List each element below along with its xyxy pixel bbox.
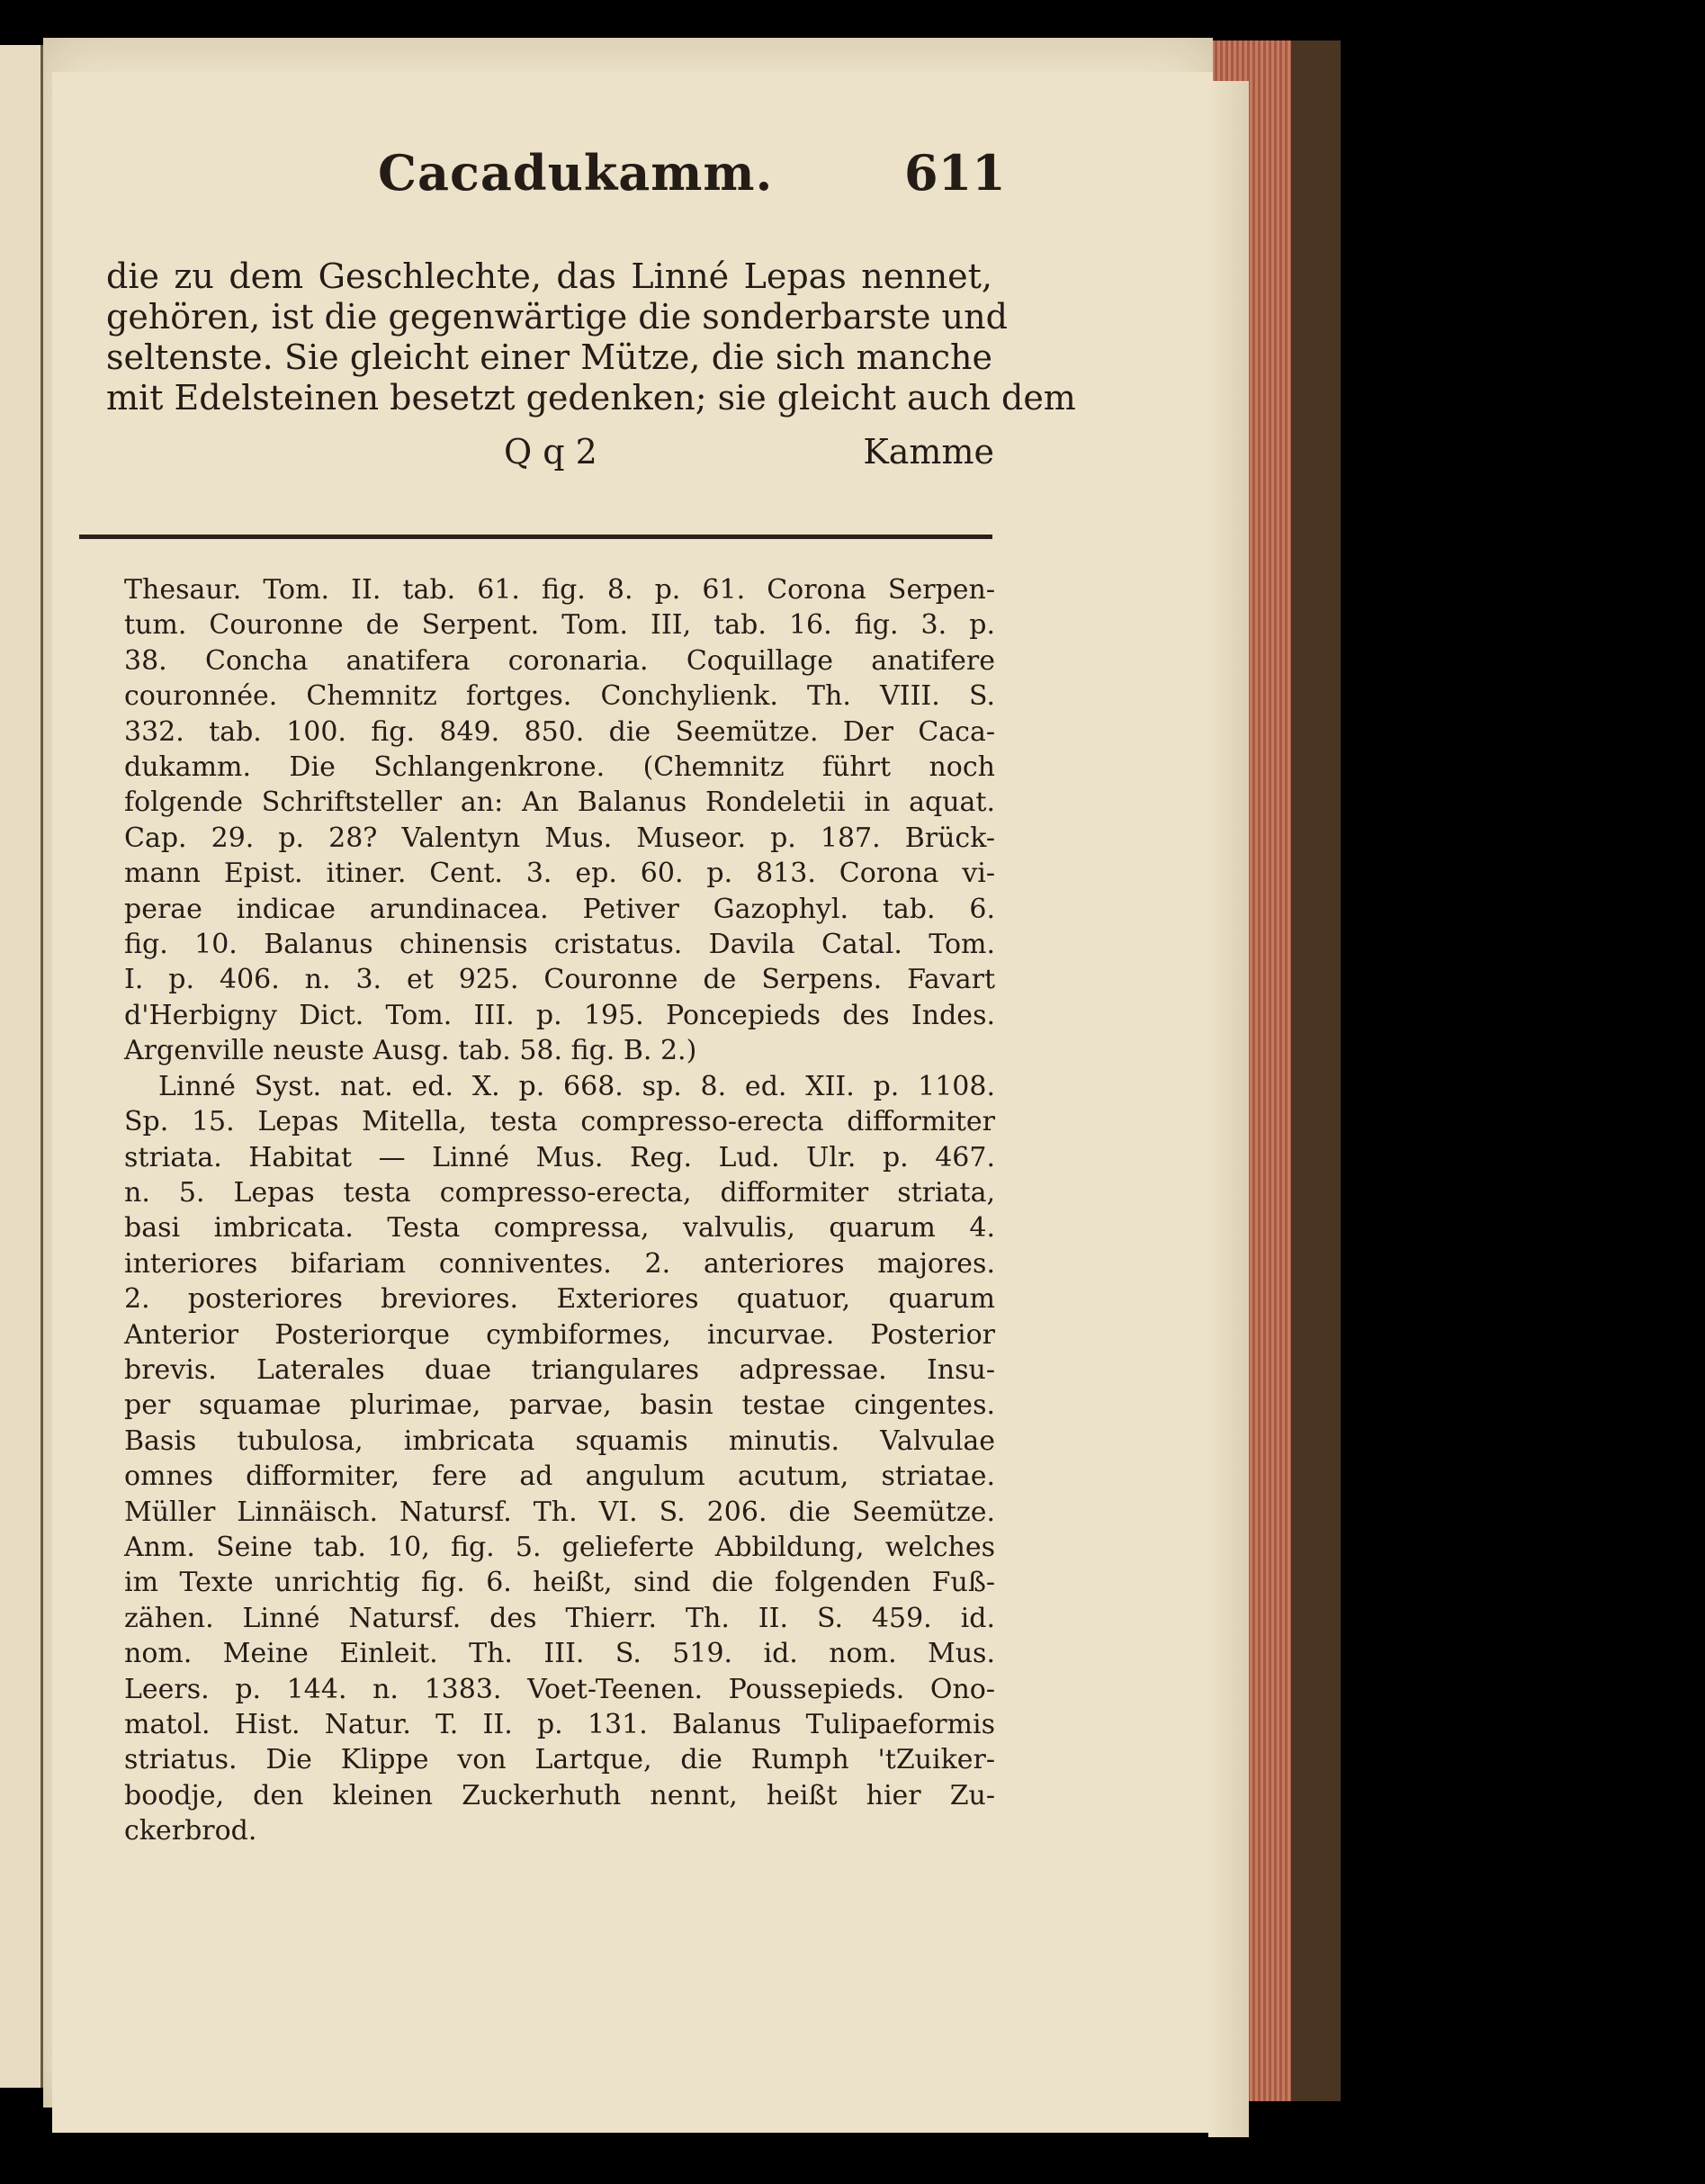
footnote-line: Anm. Seine tab. 10, fig. 5. gelieferte Abbildung, welches	[124, 1531, 995, 1563]
footnote-line: striata. Habitat — Linné Mus. Reg. Lud. Ulr. p. 467.	[124, 1141, 995, 1173]
footnote-line: nom. Meine Einleit. Th. III. S. 519. id. nom. Mus.	[124, 1638, 995, 1670]
footnote-line: 332. tab. 100. fig. 849. 850. die Seemütze. Der Caca-	[124, 715, 995, 748]
footnote-line: zähen. Linné Natursf. des Thierr. Th. II. S. 459. id.	[124, 1602, 995, 1634]
running-head-title: Cacadukamm.	[378, 144, 774, 202]
main-text-line: mit Edelsteinen besetzt gedenken; sie gleicht auch dem	[106, 378, 1076, 418]
footnote-line: per squamae plurimae, parvae, basin testae cingentes.	[124, 1389, 995, 1422]
footnote-text	[124, 572, 995, 1849]
main-text-line: gehören, ist die gegenwärtige die sonderbarste und	[106, 297, 1008, 337]
page-edge-shadow	[1208, 81, 1249, 2137]
footnote-line: I. p. 406. n. 3. et 925. Couronne de Serpens. Favart	[124, 964, 995, 996]
footnote-line: Basis tubulosa, imbricata squamis minutis. Valvulae	[124, 1425, 995, 1457]
footnote-line: mann Epist. itiner. Cent. 3. ep. 60. p. 813. Corona vi-	[124, 858, 995, 890]
footnote-line: interiores bifariam conniventes. 2. anteriores majores.	[124, 1247, 995, 1280]
footnote-line: matol. Hist. Natur. T. II. p. 131. Balanus Tulipaeformis	[124, 1709, 995, 1740]
footnote-line: 38. Concha anatifera coronaria. Coquillage anatifere	[124, 644, 995, 677]
footnote-line: im Texte unrichtig fig. 6. heißt, sind die folgenden Fuß-	[124, 1567, 995, 1599]
footnote-line: Sp. 15. Lepas Mitella, testa compresso-erecta difformiter	[124, 1106, 995, 1138]
footnote-line: perae indicae arundinacea. Petiver Gazophyl. tab. 6.	[124, 893, 995, 925]
footnote-line: folgende Schriftsteller an: An Balanus Rondeletii in aquat.	[124, 786, 995, 819]
footnote-line: n. 5. Lepas testa compresso-erecta, difformiter striata,	[124, 1176, 995, 1209]
footnote-divider	[79, 535, 992, 539]
footnote-line: striatus. Die Klippe von Lartque, die Rumph 'tZuiker-	[124, 1744, 995, 1776]
footnote-line: Cap. 29. p. 28? Valentyn Mus. Museor. p. 187. Brück-	[124, 822, 995, 854]
footnote-line: Leers. p. 144. n. 1383. Voet-Teenen. Poussepieds. Ono-	[124, 1673, 995, 1705]
footnote-line: omnes difformiter, fere ad angulum acutum, striatae.	[124, 1460, 995, 1493]
footnote-line: dukamm. Die Schlangenkrone. (Chemnitz führt noch	[124, 751, 995, 784]
book-cover-edge	[1291, 40, 1341, 2101]
footnote-line: Linné Syst. nat. ed. X. p. 668. sp. 8. ed. XII. p. 1108.	[158, 1070, 995, 1102]
catchword: Kamme	[863, 432, 994, 472]
footnote-line: ckerbrod.	[124, 1815, 257, 1847]
footnote-line: Thesaur. Tom. II. tab. 61. fig. 8. p. 61. Corona Serpen-	[124, 574, 995, 606]
main-text-line: seltenste. Sie gleicht einer Mütze, die sich manche	[106, 337, 992, 377]
footnote-line: 2. posteriores breviores. Exteriores quatuor, quarum	[124, 1283, 995, 1316]
footnote-line: boodje, den kleinen Zuckerhuth nennt, heißt hier Zu-	[124, 1779, 995, 1811]
footnote-line: Argenville neuste Ausg. tab. 58. fig. B. 2.)	[124, 1035, 697, 1067]
main-text	[106, 256, 1076, 418]
footnote-line: tum. Couronne de Serpent. Tom. III, tab. 16. fig. 3. p.	[124, 609, 995, 642]
signature-mark: Q q 2	[504, 432, 597, 472]
footnote-line: basi imbricata. Testa compressa, valvulis, quarum 4.	[124, 1212, 995, 1245]
footnote-line: Anterior Posteriorque cymbiformes, incurvae. Posterior	[124, 1318, 995, 1351]
main-text-line: die zu dem Geschlechte, das Linné Lepas nennet,	[106, 256, 992, 296]
footnote-line: d'Herbigny Dict. Tom. III. p. 195. Poncepieds des Indes.	[124, 999, 995, 1031]
footnote-line: brevis. Laterales duae triangulares adpressae. Insu-	[124, 1353, 995, 1386]
footnote-line: Müller Linnäisch. Natursf. Th. VI. S. 206. die Seemütze.	[124, 1496, 995, 1528]
footnote-line: fig. 10. Balanus chinensis cristatus. Davila Catal. Tom.	[124, 929, 995, 961]
footnote-line: couronnée. Chemnitz fortges. Conchylienk. Th. VIII. S.	[124, 680, 995, 713]
page-number: 611	[904, 144, 1006, 202]
left-page-edge	[0, 45, 43, 2088]
